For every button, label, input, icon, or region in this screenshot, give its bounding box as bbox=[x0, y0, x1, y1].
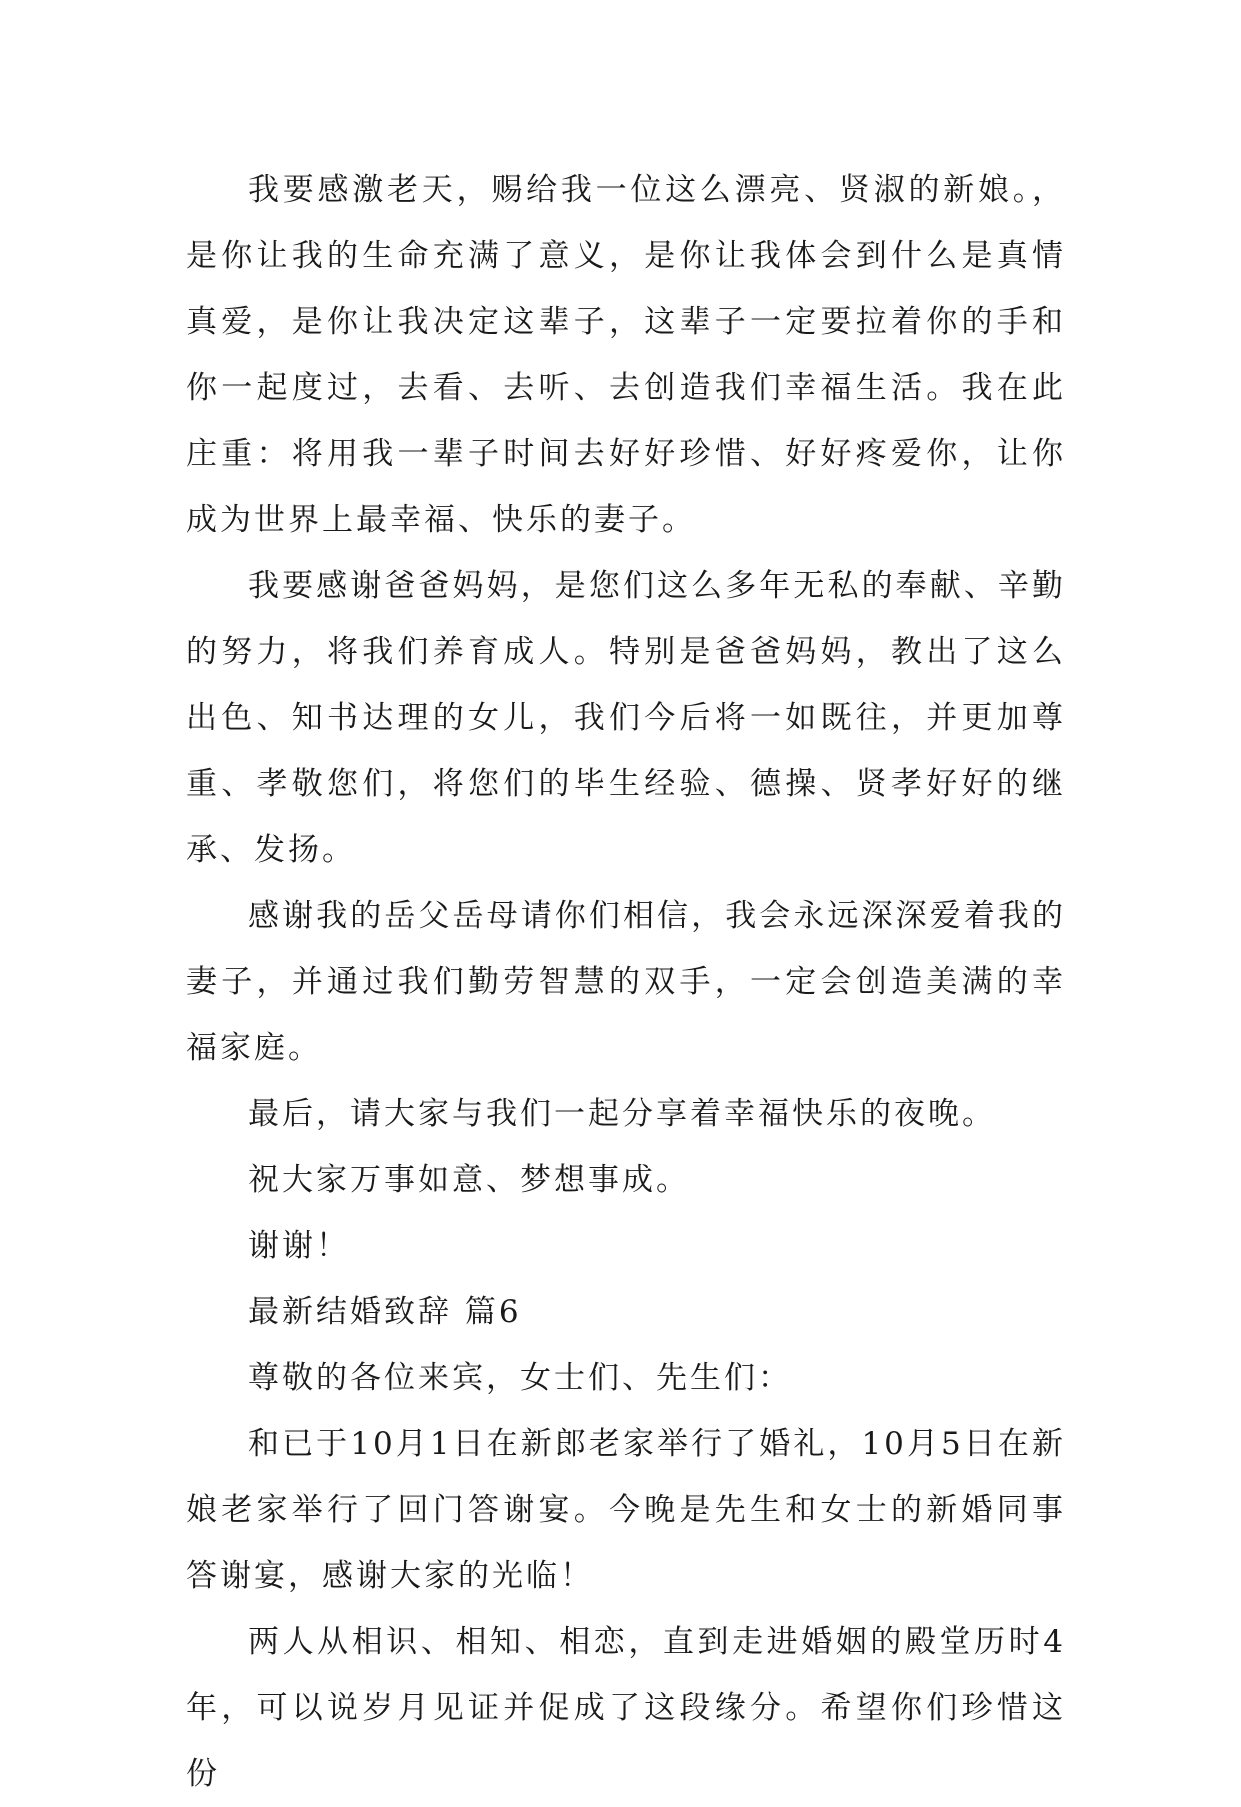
paragraph-greeting: 尊敬的各位来宾，女士们、先生们： bbox=[248, 1360, 792, 1396]
paragraph-couple-story: 两人从相识、相知、相恋，直到走进婚姻的殿堂历时4年，可以说岁月见证并促成了这段缘分。希望你们珍惜这份 bbox=[186, 1624, 1066, 1792]
document-body bbox=[186, 157, 1066, 1807]
paragraph-ceremony-dates: 和已于10月1日在新郎老家举行了婚礼，10月5日在新娘老家举行了回门答谢宴。今晚是先生和女士的新婚同事答谢宴，感谢大家的光临！ bbox=[186, 1426, 1066, 1594]
paragraph-thanks-parents: 我要感谢爸爸妈妈，是您们这么多年无私的奉献、辛勤的努力，将我们养育成人。特别是爸爸妈妈，教出了这么出色、知书达理的女儿，我们今后将一如既往，并更加尊重、孝敬您们，将您们的毕生经验、德操、贤孝好好的继承、发扬。 bbox=[186, 568, 1066, 868]
paragraph-wishes: 祝大家万事如意、梦想事成。 bbox=[248, 1162, 690, 1198]
paragraph-thanks-in-laws: 感谢我的岳父岳母请你们相信，我会永远深深爱着我的妻子，并通过我们勤劳智慧的双手，一定会创造美满的幸福家庭。 bbox=[186, 898, 1066, 1066]
section-heading: 最新结婚致辞 篇6 bbox=[248, 1294, 522, 1330]
paragraph-thanks-heaven: 我要感激老天，赐给我一位这么漂亮、贤淑的新娘。，是你让我的生命充满了意义，是你让我体会到什么是真情真爱，是你让我决定这辈子，这辈子一定要拉着你的手和你一起度过，去看、去听、去创造我们幸福生活。我在此庄重：将用我一辈子时间去好好珍惜、好好疼爱你，让你成为世界上最幸福、快乐的妻子。 bbox=[186, 172, 1066, 538]
paragraph-thank-you: 谢谢！ bbox=[248, 1228, 350, 1264]
paragraph-share-evening: 最后，请大家与我们一起分享着幸福快乐的夜晚。 bbox=[248, 1096, 996, 1132]
